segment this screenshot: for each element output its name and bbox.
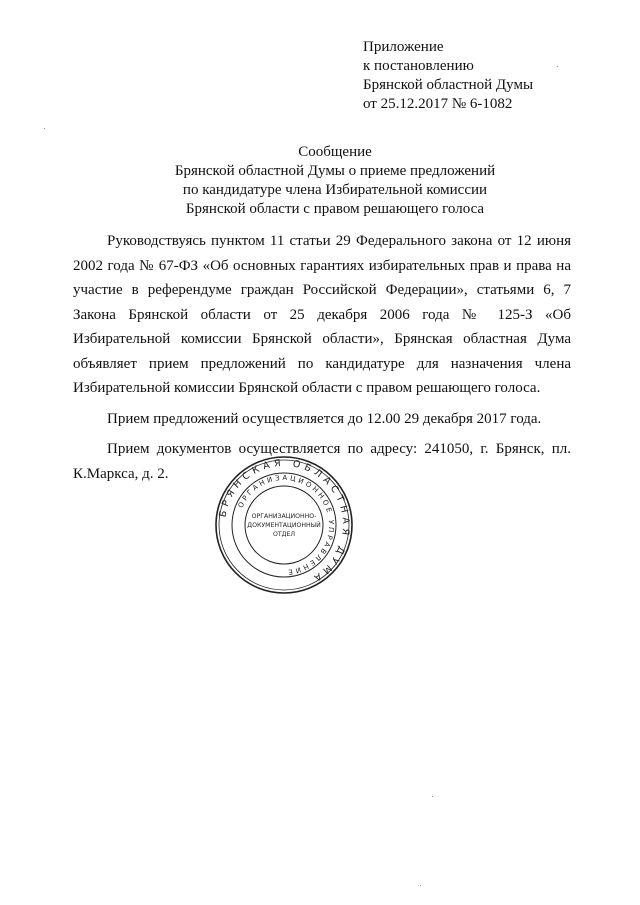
scan-speck [44, 128, 45, 129]
appendix-line-2: к постановлению [363, 58, 474, 74]
document-title [0, 143, 640, 219]
stamp-center-line-2: ДОКУМЕНТАЦИОННЫЙ [247, 522, 321, 529]
scan-speck [420, 885, 421, 886]
appendix-reference [363, 38, 533, 114]
appendix-line-4: от 25.12.2017 № 6-1082 [363, 96, 513, 112]
scan-speck [557, 66, 558, 67]
stamp-inner-text: ОРГАНИЗАЦИОННОЕ УПРАВЛЕНИЕ [236, 473, 336, 577]
title-line-4: Брянской области с правом решающего голоса [185, 201, 485, 217]
stamp-center-line-1: ОРГАНИЗАЦИОННО- [251, 513, 317, 520]
title-line-1: Сообщение [298, 144, 372, 160]
stamp-center-line-3: ОТДЕЛ [272, 531, 296, 538]
official-stamp [214, 455, 354, 595]
stamp-outer-text: БРЯНСКАЯ ОБЛАСТНАЯ ДУМА [217, 457, 352, 586]
appendix-line-3: Брянской областной Думы [363, 77, 534, 93]
body-paragraph-3: Прием документов осуществляется по адресу: 241050, г. Брянск, пл. К.Маркса, д. 2. [73, 441, 571, 482]
title-line-3: по кандидатуре члена Избирательной комиссии [182, 182, 488, 198]
scan-speck [432, 796, 433, 797]
appendix-line-1: Приложение [363, 39, 444, 55]
body-paragraph-1: Руководствуясь пунктом 11 статьи 29 Федерального закона от 12 июня 2002 года № 67-ФЗ «Об основных гарантиях избирательных прав и права на участие в референдуме граждан Российской Федерации», статьями 6, 7 Закона Брянской области от 25 декабря 2006 года № 125-З «Об Избирательной комиссии Брянской области», Брянская областная Дума объявляет прием предложений по кандидатуре для назначения члена Избирательной комиссии Брянской области с правом решающего голоса. [73, 233, 571, 396]
document-body [73, 229, 571, 492]
body-paragraph-2: Прием предложений осуществляется до 12.00 29 декабря 2017 года. [107, 410, 542, 427]
title-line-2: Брянской областной Думы о приеме предложений [174, 163, 496, 179]
